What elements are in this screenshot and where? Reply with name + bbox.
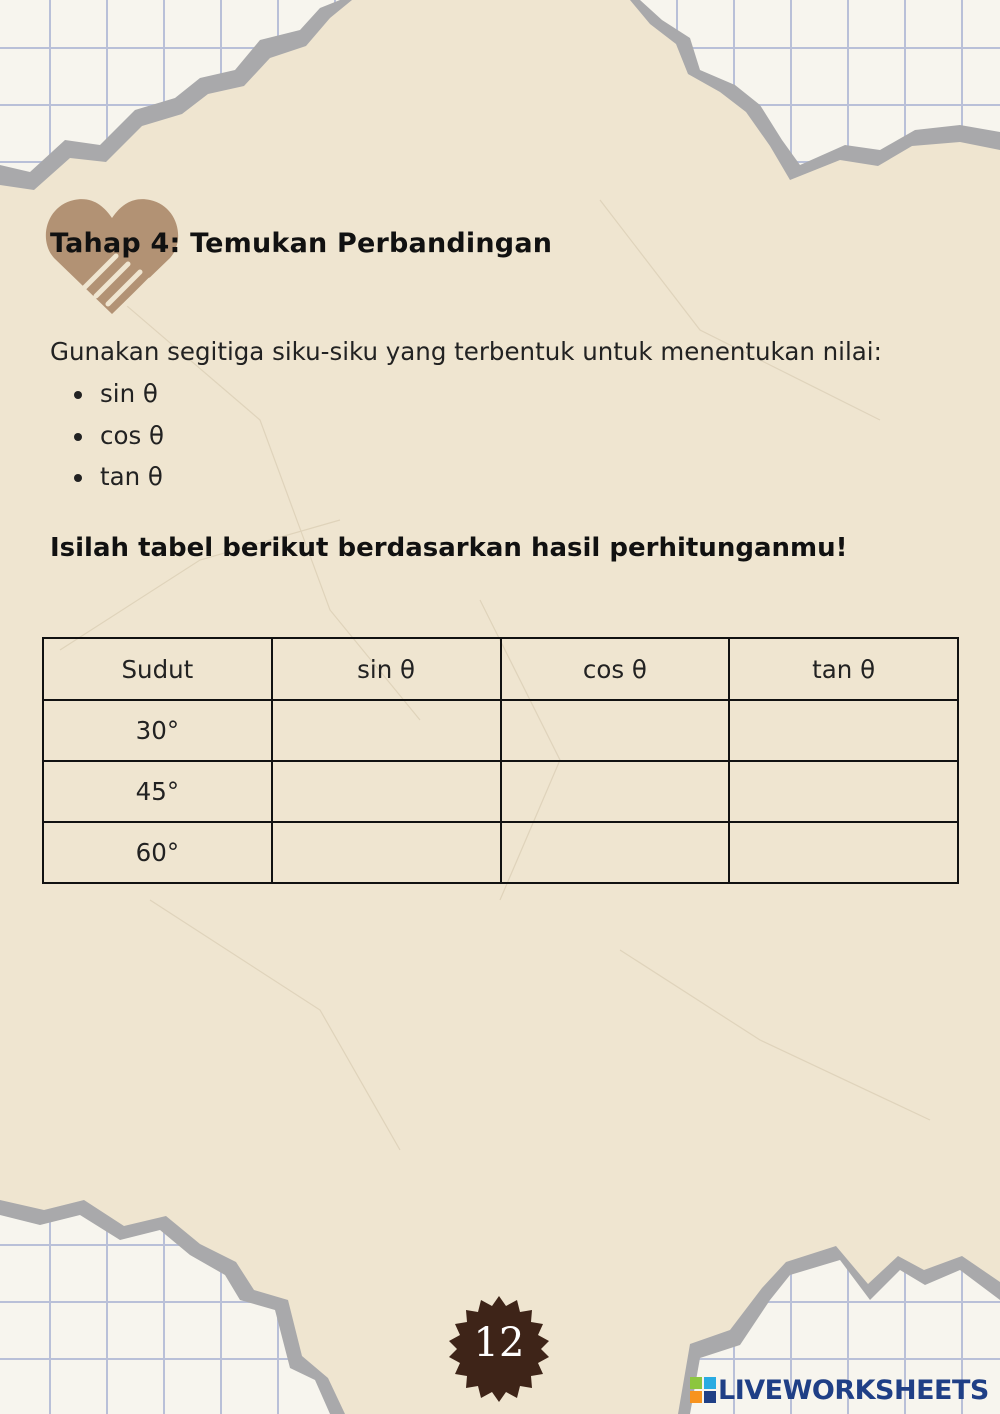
brand-text: LIVEWORKSHEETS bbox=[718, 1375, 989, 1406]
tan-answer-cell[interactable] bbox=[729, 700, 958, 761]
cos-answer-cell[interactable] bbox=[501, 700, 730, 761]
page-number: 12 bbox=[473, 1320, 525, 1366]
section-intro: Gunakan segitiga siku-siku yang terbentuk untuk menentukan nilai: bbox=[50, 337, 882, 366]
header-angle: Sudut bbox=[43, 638, 272, 700]
sin-answer-cell[interactable] bbox=[272, 822, 501, 883]
list-item-label: cos θ bbox=[100, 420, 165, 450]
section-title: Tahap 4: Temukan Perbandingan bbox=[50, 228, 553, 259]
list-item-label: sin θ bbox=[100, 379, 158, 408]
sin-answer-cell[interactable] bbox=[272, 761, 501, 822]
list-item bbox=[70, 460, 164, 502]
table-header-row bbox=[43, 638, 958, 700]
cos-answer-cell[interactable] bbox=[501, 822, 730, 883]
table-row bbox=[43, 761, 958, 822]
liveworksheets-logo bbox=[690, 1374, 990, 1408]
tan-answer-cell[interactable] bbox=[729, 761, 958, 822]
angle-cell: 45° bbox=[43, 761, 272, 822]
header-cos: cos θ bbox=[501, 638, 730, 700]
angle-cell: 60° bbox=[43, 822, 272, 883]
angle-cell: 30° bbox=[43, 700, 272, 761]
table-row bbox=[43, 822, 958, 883]
cos-answer-cell[interactable] bbox=[501, 761, 730, 822]
header-tan: tan θ bbox=[729, 638, 958, 700]
bullet-icon bbox=[74, 433, 82, 441]
tan-answer-cell[interactable] bbox=[729, 822, 958, 883]
table-row bbox=[43, 700, 958, 761]
liveworksheets-mark-icon bbox=[690, 1377, 716, 1403]
list-item-label: tan θ bbox=[100, 462, 163, 491]
list-item bbox=[70, 377, 164, 419]
header-sin: sin θ bbox=[272, 638, 501, 700]
bullet-icon bbox=[74, 391, 82, 399]
sin-answer-cell[interactable] bbox=[272, 700, 501, 761]
list-item bbox=[70, 419, 164, 461]
table-instruction: Isilah tabel berikut berdasarkan hasil perhitunganmu! bbox=[50, 533, 848, 563]
bullet-icon bbox=[74, 474, 82, 482]
ratio-list bbox=[70, 377, 164, 502]
trig-values-table bbox=[42, 637, 959, 884]
